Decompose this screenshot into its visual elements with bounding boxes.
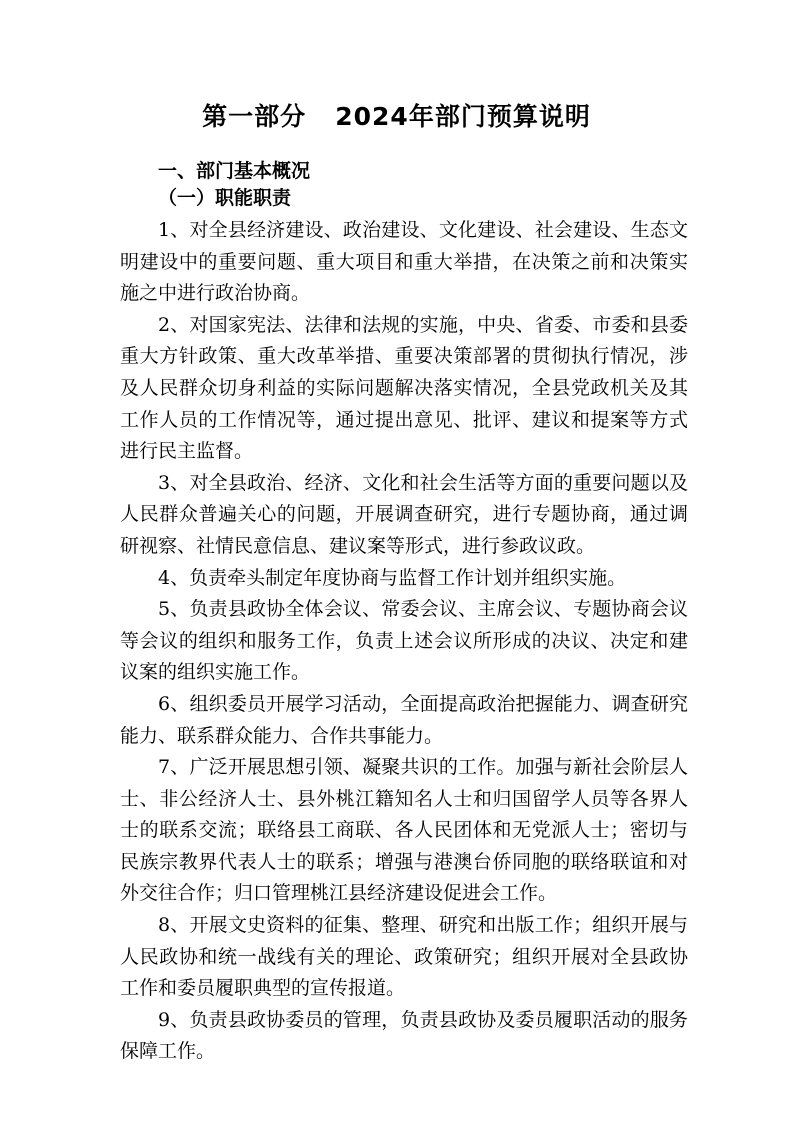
paragraph-8: 8、开展文史资料的征集、整理、研究和出版工作；组织开展与人民政协和统一战线有关的理论、政策研究；组织开展对全县政协工作和委员履职典型的宣传报道。 [120, 914, 688, 1000]
paragraph-5: 5、负责县政协全体会议、常委会议、主席会议、专题协商会议等会议的组织和服务工作，负责上述会议所形成的决议、决定和建议案的组织实施工作。 [120, 598, 688, 684]
document-body [120, 156, 688, 1068]
paragraph-9: 9、负责县政协委员的管理，负责县政协及委员履职活动的服务保障工作。 [120, 1008, 688, 1063]
page-title: 第一部分 2024年部门预算说明 [202, 102, 591, 131]
paragraph-6: 6、组织委员开展学习活动，全面提高政治把握能力、调查研究能力、联系群众能力、合作共事能力。 [120, 692, 688, 747]
paragraph-1: 1、对全县经济建设、政治建设、文化建设、社会建设、生态文明建设中的重要问题、重大项目和重大举措，在决策之前和决策实施之中进行政治协商。 [120, 219, 688, 305]
paragraph-7: 7、广泛开展思想引领、凝聚共识的工作。加强与新社会阶层人士、非公经济人士、县外桃江籍知名人士和归国留学人员等各界人士的联系交流；联络县工商联、各人民团体和无党派人士；密切与民族宗教界代表人士的联系；增强与港澳台侨同胞的联络联谊和对外交往合作；归口管理桃江县经济建设促进会工作。 [120, 756, 688, 905]
paragraph-4: 4、负责牵头制定年度协商与监督工作计划并组织实施。 [158, 566, 627, 589]
paragraph-2: 2、对国家宪法、法律和法规的实施，中央、省委、市委和县委重大方针政策、重大改革举措、重要决策部署的贯彻执行情况，涉及人民群众切身利益的实际问题解决落实情况，全县党政机关及其工作人员的工作情况等，通过提出意见、批评、建议和提案等方式进行民主监督。 [120, 313, 688, 463]
subsection-heading: （一）职能职责 [158, 187, 292, 209]
paragraph-3: 3、对全县政治、经济、文化和社会生活等方面的重要问题以及人民群众普遍关心的问题，开展调查研究，进行专题协商，通过调研视察、社情民意信息、建议案等形式，进行参政议政。 [120, 471, 688, 557]
section-heading: 一、部门基本概况 [158, 160, 311, 182]
